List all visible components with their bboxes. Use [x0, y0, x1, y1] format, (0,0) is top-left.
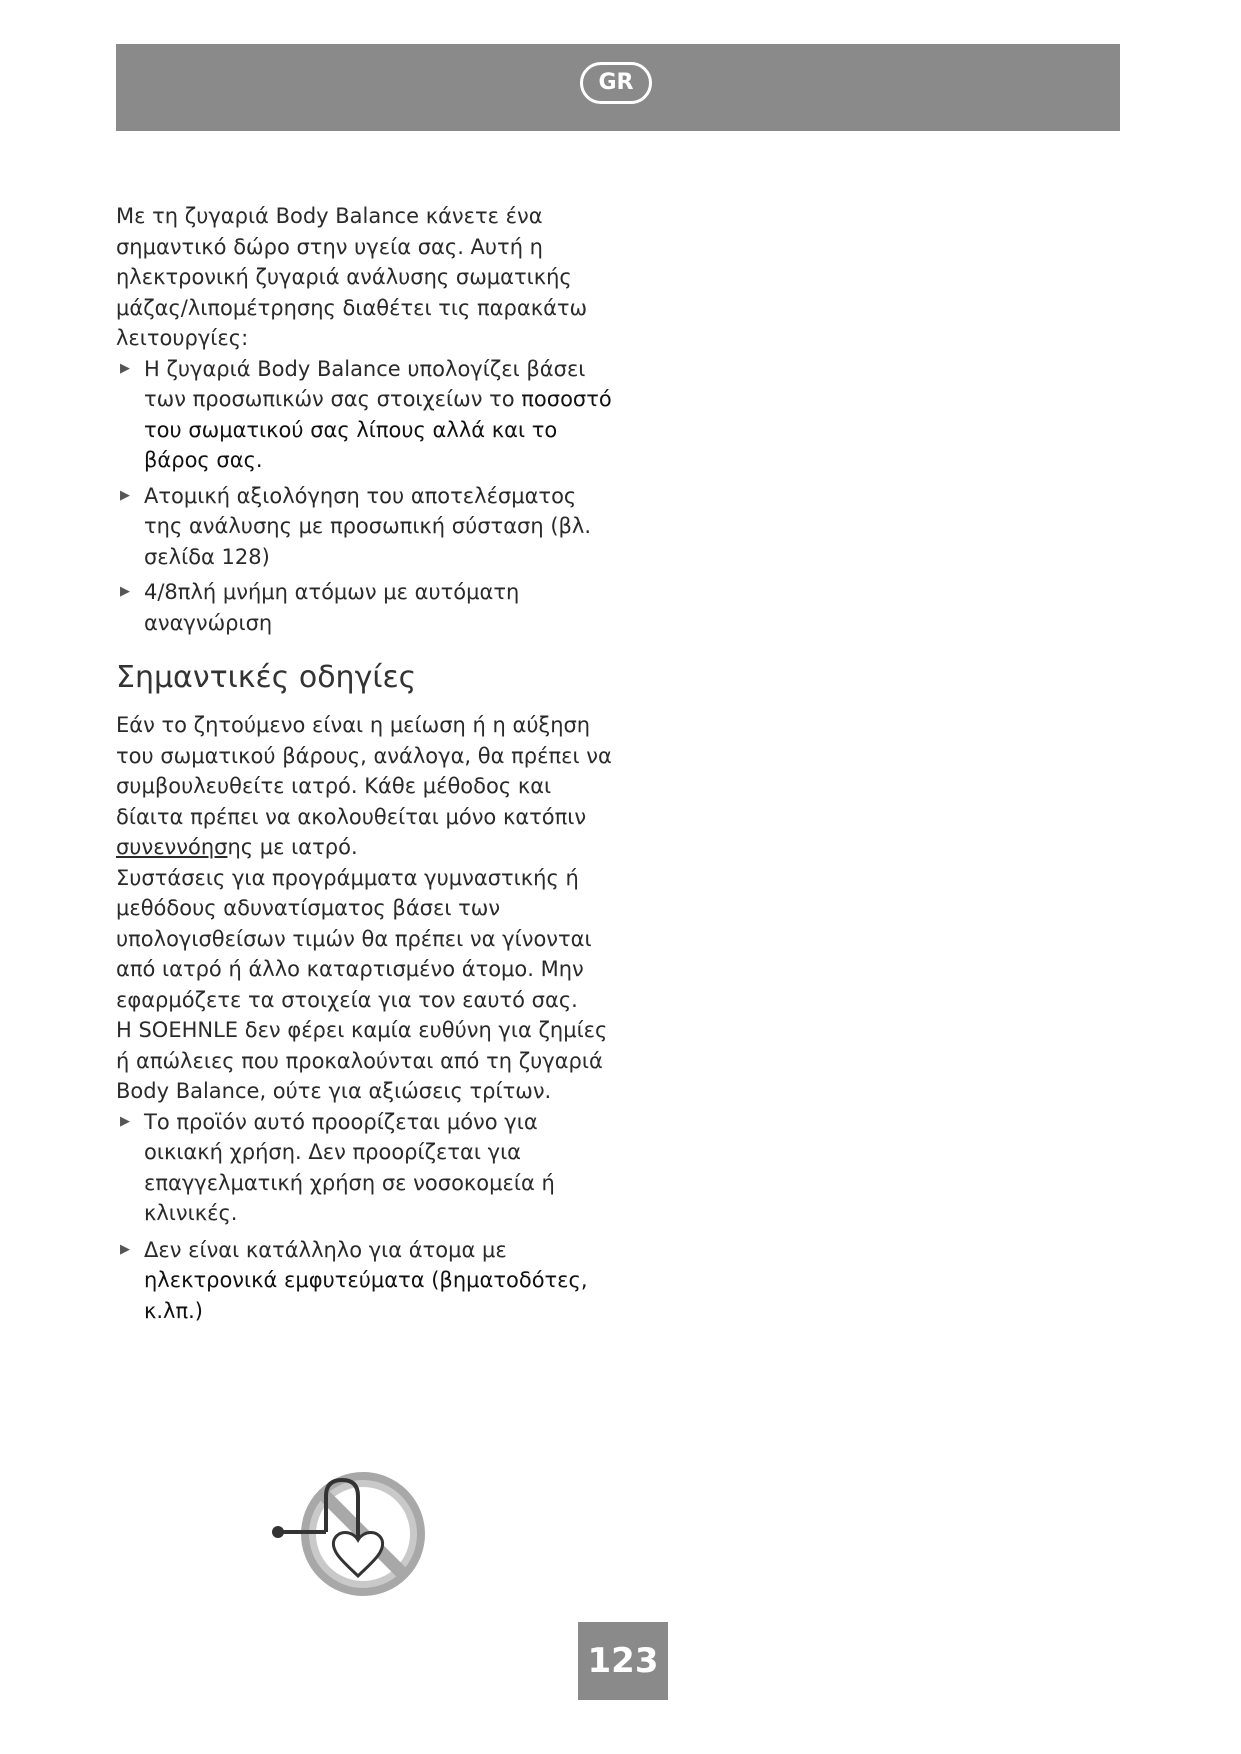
section-paragraph-3: Η SOEHNLE δεν φέρει καμία ευθύνη για ζημίες ή απώλειες που προκαλούνται από τη ζυγαριά Body Balance, ούτε για αξιώσεις τρίτων.: [116, 1018, 608, 1103]
features-list: [116, 354, 616, 639]
intro-paragraph: Με τη ζυγαριά Body Balance κάνετε ένα σημαντικό δώρο στην υγεία σας. Αυτή η ηλεκτρονική ζυγαριά ανάλυσης σωματικής μάζας/λιπομέτρησης διαθέτει τις παρακάτω λειτουργίες:: [116, 204, 588, 350]
content-column: [116, 201, 616, 1332]
language-badge: GR: [580, 62, 652, 104]
warnings-list: [116, 1107, 616, 1327]
list-item: ▶ Δεν είναι κατάλληλο για άτομα με ηλεκτρονικά εμφυτεύματα (βηματοδότες, κ.λπ.): [116, 1235, 616, 1327]
bullet-arrow-icon: ▶: [120, 584, 130, 599]
list-item: ▶ Το προϊόν αυτό προορίζεται μόνο για οικιακή χρήση. Δεν προορίζεται για επαγγελματική χρήση σε νοσοκομεία ή κλινικές.: [116, 1107, 616, 1229]
bullet-arrow-icon: ▶: [120, 360, 130, 376]
bullet-arrow-icon: ▶: [120, 487, 130, 503]
bullet-arrow-icon: ▶: [120, 1241, 130, 1257]
section-heading: Σημαντικές οδηγίες: [116, 660, 417, 695]
section-paragraph-2: Συστάσεις για προγράμματα γυμναστικής ή μεθόδους αδυνατίσματος βάσει των υπολογισθείσων τιμών θα πρέπει να γίνονται από ιατρό ή άλλο καταρτισμένο άτομο. Μην εφαρμόζετε τα στοιχεία για τον εαυτό σας.: [116, 865, 592, 1012]
section-paragraph-1: Εάν το ζητούμενο είναι η μείωση ή η αύξηση του σωματικού βάρους, ανάλογα, θα πρέπει να συμβουλευθείτε ιατρό. Κάθε μέθοδος και δίαιτα πρέπει να ακολουθείται μόνο κατόπιν συνεννόησης με ιατρό.: [116, 713, 612, 859]
list-item: ▶ 4/8πλή μνήμη ατόμων με αυτόματη αναγνώριση: [116, 577, 616, 638]
list-item: ▶ Ατομική αξιολόγηση του αποτελέσματος της ανάλυσης με προσωπική σύσταση (βλ. σελίδα 128): [116, 481, 616, 573]
underlined-word: συνεννόησ: [116, 835, 228, 859]
no-pacemaker-icon: [266, 1468, 426, 1608]
list-item: ▶ Η ζυγαριά Body Balance υπολογίζει βάσει των προσωπικών σας στοιχείων το ποσοστό του σωματικού σας λίπους αλλά και το βάρος σας.: [116, 354, 616, 476]
bullet-arrow-icon: ▶: [120, 1113, 130, 1129]
page-number: 123: [578, 1622, 668, 1700]
